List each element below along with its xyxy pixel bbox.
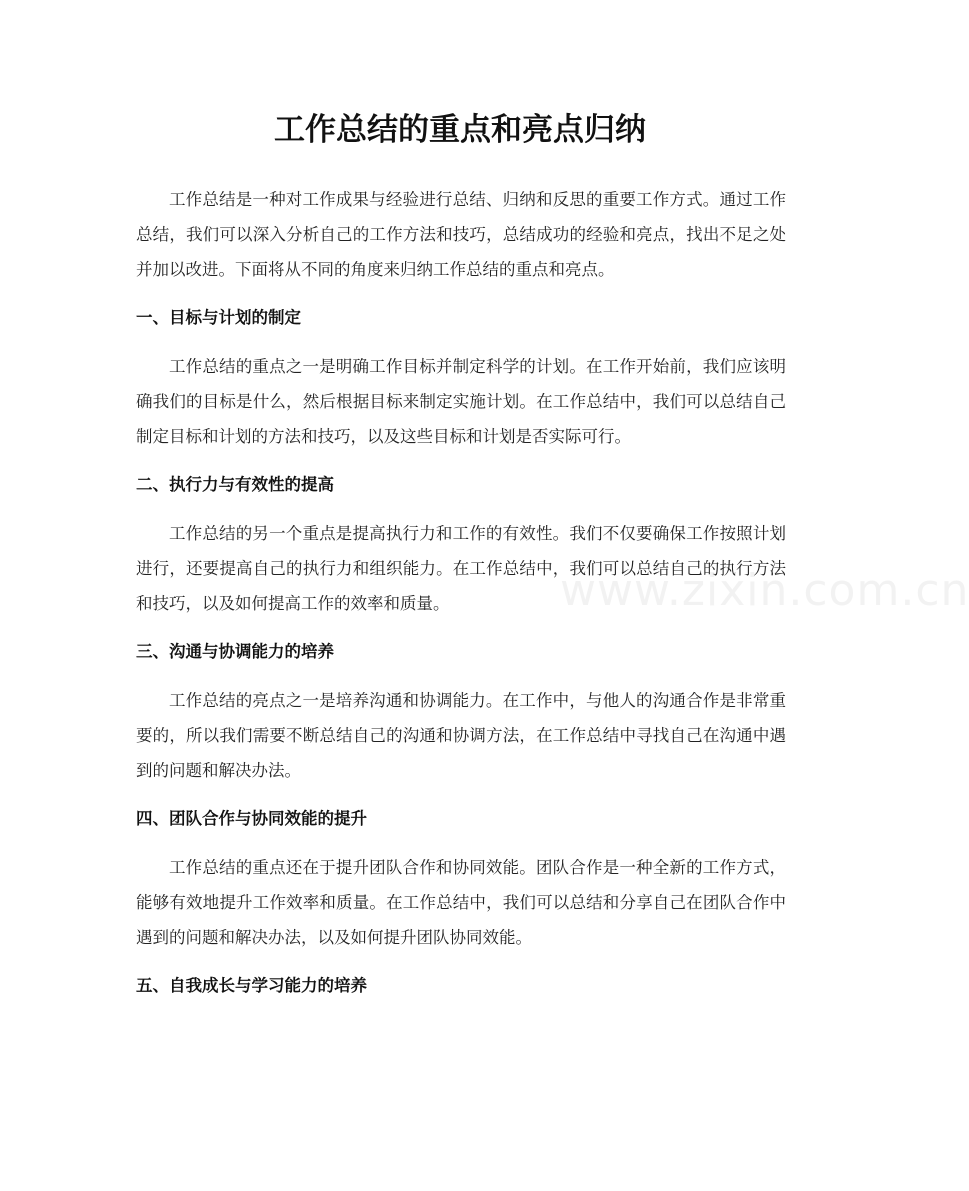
document-body [136, 182, 786, 1017]
section-heading-5: 五、自我成长与学习能力的培养 [136, 976, 367, 995]
section-heading-3: 三、沟通与协调能力的培养 [136, 642, 334, 661]
document-title: 工作总结的重点和亮点归纳 [274, 112, 646, 148]
section-heading-4: 四、团队合作与协同效能的提升 [136, 809, 367, 828]
intro-paragraph: 工作总结是一种对工作成果与经验进行总结、归纳和反思的重要工作方式。通过工作总结，我们可以深入分析自己的工作方法和技巧，总结成功的经验和亮点，找出不足之处并加以改进。下面将从不同的角度来归纳工作总结的重点和亮点。 [136, 190, 786, 279]
section-paragraph-3: 工作总结的亮点之一是培养沟通和协调能力。在工作中，与他人的沟通合作是非常重要的，所以我们需要不断总结自己的沟通和协调方法，在工作总结中寻找自己在沟通中遇到的问题和解决办法。 [136, 691, 786, 780]
section-heading-1: 一、目标与计划的制定 [136, 308, 301, 327]
section-heading-2: 二、执行力与有效性的提高 [136, 475, 334, 494]
section-paragraph-1: 工作总结的重点之一是明确工作目标并制定科学的计划。在工作开始前，我们应该明确我们的目标是什么，然后根据目标来制定实施计划。在工作总结中，我们可以总结自己制定目标和计划的方法和技巧，以及这些目标和计划是否实际可行。 [136, 357, 786, 446]
section-paragraph-2: 工作总结的另一个重点是提高执行力和工作的有效性。我们不仅要确保工作按照计划进行，还要提高自己的执行力和组织能力。在工作总结中，我们可以总结自己的执行方法和技巧，以及如何提高工作的效率和质量。 [136, 524, 786, 613]
watermark: www.zixin.com.cn [560, 565, 969, 616]
section-paragraph-4: 工作总结的重点还在于提升团队合作和协同效能。团队合作是一种全新的工作方式，能够有效地提升工作效率和质量。在工作总结中，我们可以总结和分享自己在团队合作中遇到的问题和解决办法，以及如何提升团队协同效能。 [136, 858, 786, 947]
